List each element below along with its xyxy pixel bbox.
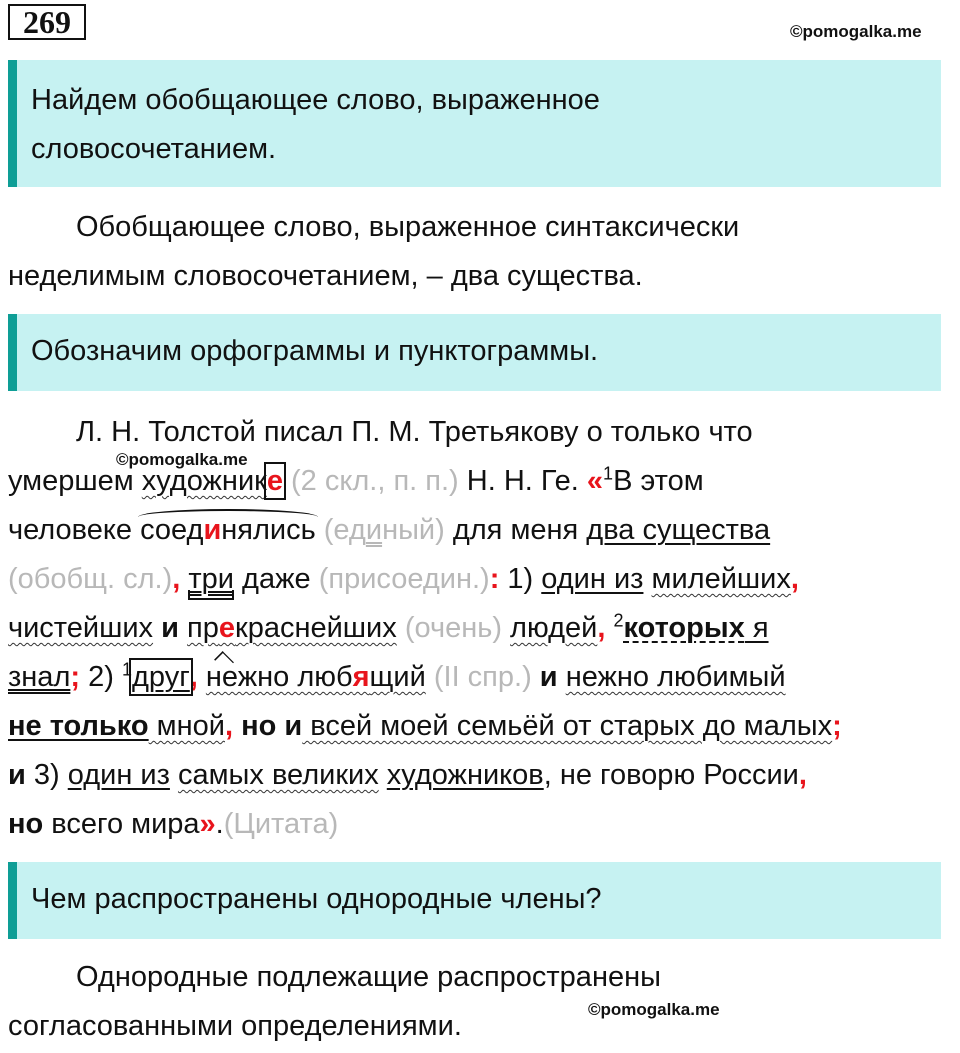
word-underlined: которых xyxy=(623,612,745,644)
word-underlined: всей моей семьёй от старых до малых xyxy=(302,710,833,742)
answer-1 xyxy=(8,203,948,301)
task3-text: Чем распространены однородные члены? xyxy=(31,883,602,915)
root-arc xyxy=(140,506,316,555)
word-underlined: художников xyxy=(386,759,544,791)
comma-red: , xyxy=(790,563,799,595)
participle xyxy=(206,653,426,702)
ending-boxed: е xyxy=(266,465,283,497)
answer-3 xyxy=(8,953,948,1051)
generalizing-word: два существа xyxy=(586,514,771,546)
conjunction: и xyxy=(8,759,26,791)
answer1-line-1: Обобщающее слово, выраженное синтаксически xyxy=(76,211,740,243)
conjunction: но и xyxy=(233,710,303,742)
word-boxed: друг xyxy=(131,661,190,693)
word: щий xyxy=(369,661,426,693)
comma-red: , xyxy=(224,710,234,742)
conjunction: не только xyxy=(8,710,149,742)
watermark-top: ©pomogalka.me xyxy=(790,22,922,41)
text-line-3 xyxy=(8,506,948,555)
note-gray: (2 скл., п. п.) xyxy=(282,465,459,497)
quote-mark: « xyxy=(586,465,604,497)
conjunction: но xyxy=(8,808,44,840)
word: даже xyxy=(234,563,319,595)
answer3-line-1: Однородные подлежащие распространены xyxy=(76,961,661,993)
comma-red: , xyxy=(798,759,807,791)
word: умершем xyxy=(8,465,142,497)
word-underlined: три xyxy=(188,555,234,604)
space xyxy=(643,563,651,595)
colon-red: : xyxy=(489,563,500,595)
text-line-4 xyxy=(8,555,948,604)
space xyxy=(198,661,206,693)
word-underlined: мной xyxy=(148,710,225,742)
task2-text: Обозначим орфограммы и пунктограммы. xyxy=(31,335,599,367)
task1-line-1: Найдем обобщающее слово, выраженное xyxy=(31,84,600,116)
task1-line-2: словосочетанием. xyxy=(31,133,277,165)
word-underlined: краснейших xyxy=(235,612,397,644)
word-underlined: я xyxy=(744,612,769,644)
text-line-1: Л. Н. Толстой писал П. М. Третьякову о только что xyxy=(76,416,753,448)
note-gray: (присоедин.) xyxy=(318,563,490,595)
word-underlined: людей xyxy=(510,612,598,644)
predicate: знал xyxy=(8,661,71,693)
word: 1) xyxy=(499,563,542,595)
word: нялись xyxy=(221,514,316,546)
sup-number: 1 xyxy=(121,659,132,680)
word-underlined: нежно любимый xyxy=(565,661,786,693)
space xyxy=(379,759,387,791)
period: . xyxy=(215,808,224,840)
note-vowel: и xyxy=(365,514,383,546)
task-banner-2 xyxy=(8,314,941,391)
note-gray: (обобщ. сл.) xyxy=(8,563,173,595)
word: человеке xyxy=(8,514,141,546)
homogeneous-member: один из xyxy=(67,759,170,791)
space xyxy=(170,759,178,791)
comma-red: , xyxy=(189,661,198,693)
semicolon-red: ; xyxy=(832,710,842,742)
text-line-5 xyxy=(8,604,948,653)
semicolon-red: ; xyxy=(70,661,81,693)
text-line-6 xyxy=(8,653,948,702)
note-gray: (II спр.) xyxy=(425,661,540,693)
word: 2) xyxy=(80,661,122,693)
sup-number: 2 xyxy=(613,610,624,631)
space xyxy=(180,563,188,595)
sup-number: 1 xyxy=(603,463,614,484)
note-gray: (очень) xyxy=(396,612,511,644)
word-underlined: чистейших xyxy=(8,612,154,644)
word-underlined: самых великих xyxy=(177,759,379,791)
task-banner-3 xyxy=(8,862,941,939)
text-line-9 xyxy=(8,800,948,849)
word: нежно люб xyxy=(205,661,353,693)
answer3-line-2: согласованными определениями. xyxy=(8,1010,462,1042)
conjunction: и xyxy=(539,661,558,693)
vowel-red: и xyxy=(203,514,222,546)
vowel-red: е xyxy=(218,612,235,644)
word-underlined: милейших xyxy=(651,563,791,595)
word: В этом xyxy=(613,465,704,497)
answer1-line-2: неделимым словосочетанием, – два существа. xyxy=(8,260,643,292)
conjunction: и xyxy=(153,612,188,644)
note-gray: (ед xyxy=(315,514,366,546)
word: всего мира xyxy=(43,808,200,840)
word-underlined: художник xyxy=(141,465,267,497)
quote-mark: » xyxy=(199,808,216,840)
word: , не говорю России xyxy=(543,759,799,791)
word: 3) xyxy=(25,759,68,791)
exercise-number: 269 xyxy=(8,4,86,40)
note-gray: (Цитата) xyxy=(223,808,339,840)
word: для меня xyxy=(444,514,587,546)
quote-text xyxy=(8,408,948,849)
vowel-red: я xyxy=(352,661,370,693)
note-gray: ный) xyxy=(382,514,445,546)
homogeneous-member: один из xyxy=(541,563,644,595)
space xyxy=(558,661,566,693)
task-banner-1 xyxy=(8,60,941,187)
word: соед xyxy=(140,514,204,546)
watermark-middle: ©pomogalka.me xyxy=(116,450,248,469)
text-line-8 xyxy=(8,751,948,800)
word: Н. Н. Ге. xyxy=(458,465,587,497)
watermark-bottom: ©pomogalka.me xyxy=(588,1000,720,1019)
comma-red: , xyxy=(172,563,181,595)
comma-red: , xyxy=(597,612,606,644)
text-line-7 xyxy=(8,702,948,751)
word-underlined: пр xyxy=(187,612,219,644)
